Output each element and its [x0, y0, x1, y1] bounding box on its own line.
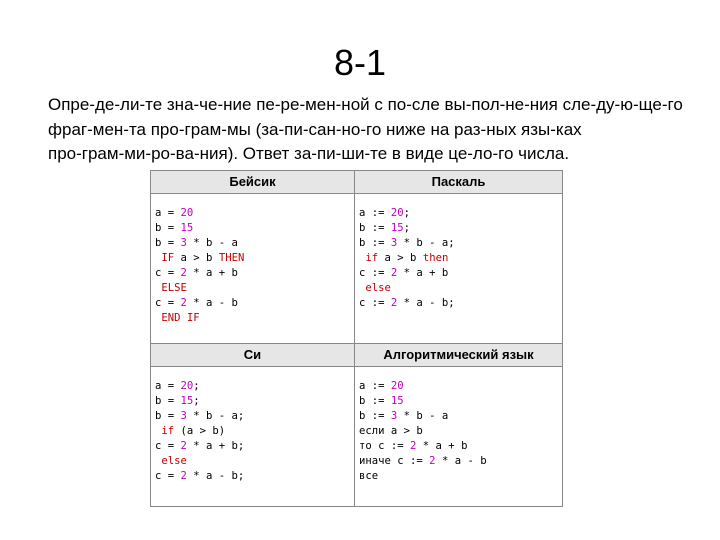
code-line	[359, 221, 558, 236]
code-text: * b - a;	[397, 237, 455, 249]
code-number: 20	[390, 380, 404, 392]
code-text: то c :=	[359, 440, 411, 452]
code-line	[359, 379, 558, 394]
code-line	[155, 236, 350, 251]
code-line	[155, 424, 350, 439]
code-number: 15	[390, 395, 404, 407]
code-text: * b - a;	[186, 410, 245, 422]
code-line	[359, 206, 558, 221]
code-number: 3	[180, 410, 187, 422]
code-text: ;	[403, 222, 411, 234]
code-line	[359, 394, 558, 409]
code-text: * a + b;	[186, 440, 245, 452]
code-text: ;	[193, 380, 200, 392]
pascal-code-cell	[355, 194, 563, 344]
code-keyword: END IF	[161, 312, 200, 324]
code-text: * a + b	[186, 267, 238, 279]
code-keyword: if	[365, 252, 379, 264]
code-number: 2	[180, 297, 187, 309]
code-number: 2	[410, 440, 417, 452]
code-text: иначе c :=	[359, 455, 430, 467]
code-text: b :=	[359, 237, 391, 249]
code-number: 20	[390, 207, 404, 219]
code-keyword: IF	[161, 252, 175, 264]
code-number: 2	[180, 267, 187, 279]
code-line	[155, 394, 350, 409]
code-text: b :=	[359, 410, 391, 422]
code-text: c :=	[359, 297, 391, 309]
code-text: * a - b	[186, 297, 238, 309]
header-pascal: Паскаль	[355, 171, 563, 194]
code-line	[155, 469, 350, 484]
code-text: b =	[155, 410, 181, 422]
code-line	[155, 311, 350, 326]
algo-code-cell	[355, 367, 563, 507]
code-text: a > b	[378, 252, 423, 264]
code-number: 20	[180, 207, 194, 219]
code-line	[359, 281, 558, 296]
code-text: c =	[155, 470, 181, 482]
code-text: ;	[193, 395, 200, 407]
task-line: Опре-де-ли-те зна-че-ние пе-ре-мен-ной с по-сле вы-пол-не-ния сле-ду-ю-ще-го	[48, 95, 683, 114]
code-text: * b - a	[397, 410, 449, 422]
code-line	[155, 251, 350, 266]
code-text: все	[359, 470, 379, 482]
code-line	[155, 206, 350, 221]
code-line	[155, 221, 350, 236]
code-number: 2	[429, 455, 436, 467]
code-keyword: ELSE	[161, 282, 187, 294]
code-line	[359, 266, 558, 281]
code-text: если a > b	[359, 425, 423, 437]
task-text	[48, 93, 698, 167]
code-keyword: if	[161, 425, 175, 437]
task-line: про-грам-ми-ро-ва-ния). Ответ за-пи-ши-те в виде це-ло-го числа.	[48, 144, 570, 163]
code-number: 2	[390, 297, 398, 309]
code-line	[359, 454, 558, 469]
code-text: c =	[155, 267, 181, 279]
code-text: b :=	[359, 222, 391, 234]
code-text: b =	[155, 395, 181, 407]
header-c: Си	[151, 344, 355, 367]
code-text: * a - b;	[397, 297, 455, 309]
code-number: 3	[390, 410, 398, 422]
code-line	[155, 281, 350, 296]
code-text: b :=	[359, 395, 391, 407]
code-text: * a - b	[435, 455, 487, 467]
code-text: a > b	[174, 252, 219, 264]
code-number: 15	[390, 222, 404, 234]
c-code	[151, 367, 354, 490]
code-text: (a > b)	[174, 425, 226, 437]
code-text: a =	[155, 207, 181, 219]
code-line	[155, 454, 350, 469]
code-text: ;	[403, 207, 411, 219]
code-text: * a + b	[397, 267, 449, 279]
code-text: * a + b	[416, 440, 468, 452]
code-text: * a - b;	[186, 470, 245, 482]
code-number: 2	[180, 470, 187, 482]
basic-code-cell	[151, 194, 355, 344]
code-number: 15	[180, 395, 194, 407]
header-algo: Алгоритмический язык	[355, 344, 563, 367]
code-text: * b - a	[186, 237, 238, 249]
code-line	[359, 236, 558, 251]
code-number: 3	[180, 237, 187, 249]
task-line: фраг-мен-та про-грам-мы (за-пи-сан-но-го ниже на раз-ных язы-ках	[48, 119, 582, 139]
code-line	[155, 379, 350, 394]
code-keyword: else	[161, 455, 187, 467]
code-line	[359, 296, 558, 311]
code-line	[359, 251, 558, 266]
code-text: a =	[155, 380, 181, 392]
code-keyword: THEN	[218, 252, 245, 264]
code-line	[359, 469, 558, 484]
code-text: c =	[155, 297, 181, 309]
code-number: 2	[390, 267, 398, 279]
code-keyword: then	[422, 252, 449, 264]
code-text: b =	[155, 237, 181, 249]
code-line	[359, 409, 558, 424]
code-number: 20	[180, 380, 194, 392]
code-table	[150, 170, 563, 507]
code-text: b =	[155, 222, 181, 234]
basic-code	[151, 194, 354, 332]
slide-title: 8-1	[333, 42, 387, 83]
code-line	[155, 296, 350, 311]
code-text: c :=	[359, 267, 391, 279]
code-keyword: else	[365, 282, 391, 294]
code-line	[155, 266, 350, 281]
code-line	[359, 439, 558, 454]
code-text: c =	[155, 440, 181, 452]
algo-code	[355, 367, 562, 490]
c-code-cell	[151, 367, 355, 507]
code-line	[359, 424, 558, 439]
pascal-code	[355, 194, 562, 317]
code-text: a :=	[359, 380, 391, 392]
code-number: 15	[180, 222, 194, 234]
code-number: 2	[180, 440, 187, 452]
code-text: a :=	[359, 207, 391, 219]
code-number: 3	[390, 237, 398, 249]
code-line	[155, 409, 350, 424]
code-line	[155, 439, 350, 454]
header-basic: Бейсик	[151, 171, 355, 194]
